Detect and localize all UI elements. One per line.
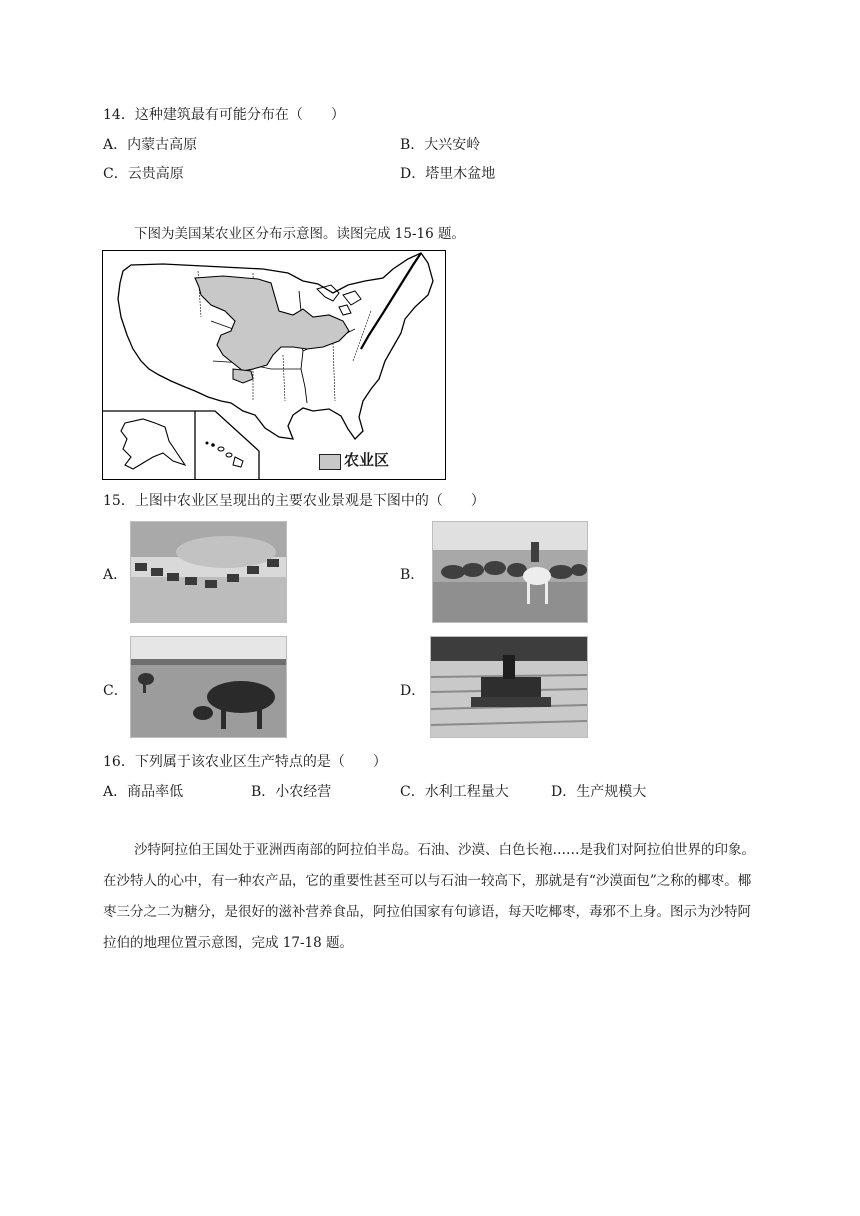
photo-c-graphic xyxy=(131,637,286,737)
legend-label: 农业区 xyxy=(344,451,390,469)
question-16-stem: 16．下列属于该农业区生产特点的是（ ） xyxy=(103,754,387,770)
photo-a-graphic xyxy=(131,522,286,622)
intro-17-18: 沙特阿拉伯王国处于亚洲西南部的阿拉伯半岛。石油、沙漠、白色长袍……是我们对阿拉伯世界的印象。在沙特人的心中，有一种农产品，它的重要性甚至可以与石油一较高下，那就是有“沙漠面包”之称的椰枣。椰枣三分之二为糖分，是很好的滋补营养食品，阿拉伯国家有句谚语，每天吃椰枣，毒邪不上身。图示为沙特阿拉伯的地理位置示意图，完成 17-18 题。 xyxy=(103,842,755,951)
question-15-option-a-label: A． xyxy=(103,567,128,583)
question-14-stem: 14．这种建筑最有可能分布在（ ） xyxy=(103,107,345,123)
question-15-option-c-label: C． xyxy=(103,683,128,699)
intro-15-16: 下图为美国某农业区分布示意图。读图完成 15-16 题。 xyxy=(134,226,465,242)
question-15-option-d-label: D． xyxy=(400,683,426,699)
photo-b-graphic xyxy=(433,522,587,622)
legend-swatch xyxy=(319,454,341,470)
photo-d-rice-paddy-machine xyxy=(430,636,588,738)
photo-a-harvesters-wheat-field xyxy=(130,521,287,623)
question-14-option-d: D．塔里木盆地 xyxy=(400,166,496,182)
question-16-option-a: A．商品率低 xyxy=(103,784,184,800)
question-16-option-b: B．小农经营 xyxy=(251,784,332,800)
hawaii-inset-border xyxy=(195,411,259,479)
question-15-option-b-label: B． xyxy=(400,567,425,583)
usa-map-graphic xyxy=(103,251,445,479)
hawaii-islands xyxy=(206,442,244,468)
agricultural-region-south-lobe xyxy=(233,369,253,383)
usa-agricultural-region-map xyxy=(102,250,446,480)
question-16-option-c: C．水利工程量大 xyxy=(400,784,509,800)
question-14-option-a: A．内蒙古高原 xyxy=(103,137,198,153)
photo-c-grazing-cattle xyxy=(130,636,287,738)
photo-d-graphic xyxy=(431,637,587,737)
question-15-stem: 15．上图中农业区呈现出的主要农业景观是下图中的（ ） xyxy=(103,493,485,509)
photo-b-horses-and-rider xyxy=(432,521,588,623)
question-14-option-c: C．云贵高原 xyxy=(103,166,184,182)
question-14-option-b: B．大兴安岭 xyxy=(400,137,481,153)
alaska-outline xyxy=(121,419,185,469)
question-16-option-d: D．生产规模大 xyxy=(551,784,647,800)
east-coast-bold-line xyxy=(361,253,421,349)
